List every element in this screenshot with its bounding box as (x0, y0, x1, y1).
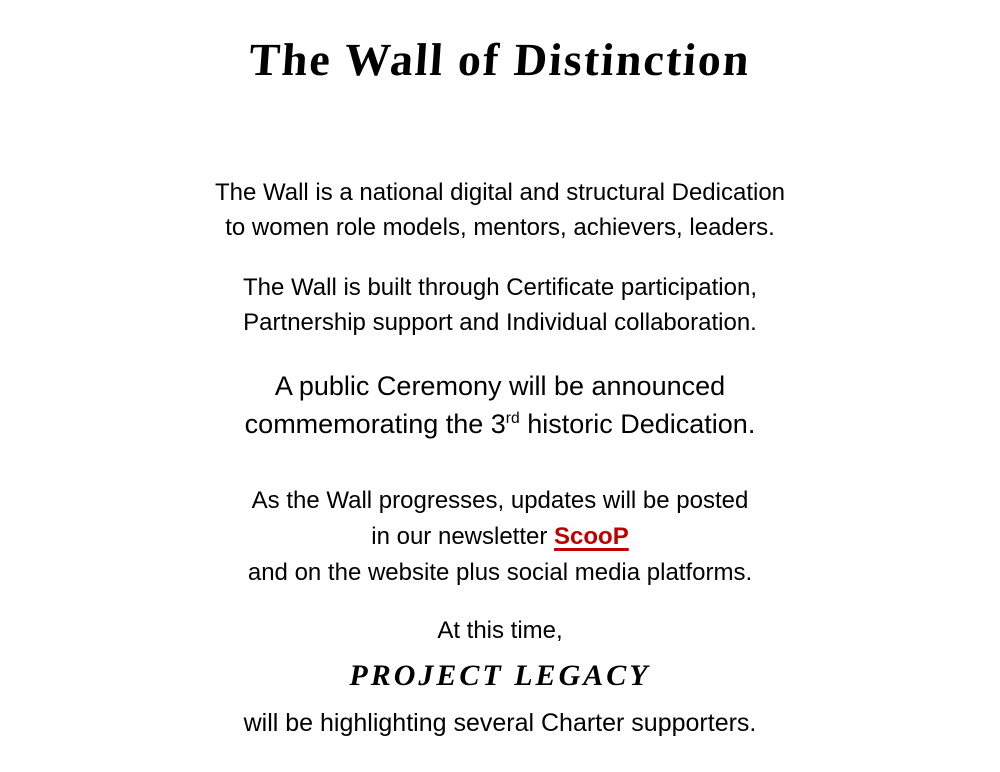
updates-line-2-prefix: in our newsletter (371, 523, 555, 550)
paragraph-highlight (0, 706, 1000, 741)
updates-line-2 (0, 519, 1000, 555)
ceremony-line-2 (0, 405, 1000, 443)
newsletter-scoop-link[interactable]: ScooP (554, 523, 629, 550)
built-line-2: Partnership support and Individual collaboration. (243, 309, 757, 336)
highlight-line: will be highlighting several Charter supporters. (243, 709, 757, 737)
updates-line-3: and on the website plus social media platforms. (247, 559, 753, 586)
project-legacy-title: PROJECT LEGACY (349, 659, 651, 692)
paragraph-ceremony (0, 367, 1000, 443)
paragraph-updates (0, 483, 1000, 591)
updates-line-1: As the Wall progresses, updates will be posted (251, 487, 749, 514)
ordinal-superscript: rd (505, 410, 520, 427)
dedication-line-1: The Wall is a national digital and structural Dedication (214, 179, 786, 206)
paragraph-built (0, 270, 1000, 340)
built-line-1: The Wall is built through Certificate participation, (242, 274, 757, 301)
paragraph-at-this-time (0, 613, 1000, 648)
ceremony-line-1: A public Ceremony will be announced (274, 371, 726, 401)
dedication-line-2: to women role models, mentors, achievers, leaders. (225, 214, 775, 241)
paragraph-dedication (0, 175, 1000, 245)
page-title: The Wall of Distinction (247, 34, 753, 85)
at-this-time-line: At this time, (437, 617, 563, 644)
ceremony-line-2-prefix: commemorating the 3 (244, 409, 506, 439)
ceremony-line-2-suffix: historic Dedication. (519, 409, 756, 439)
